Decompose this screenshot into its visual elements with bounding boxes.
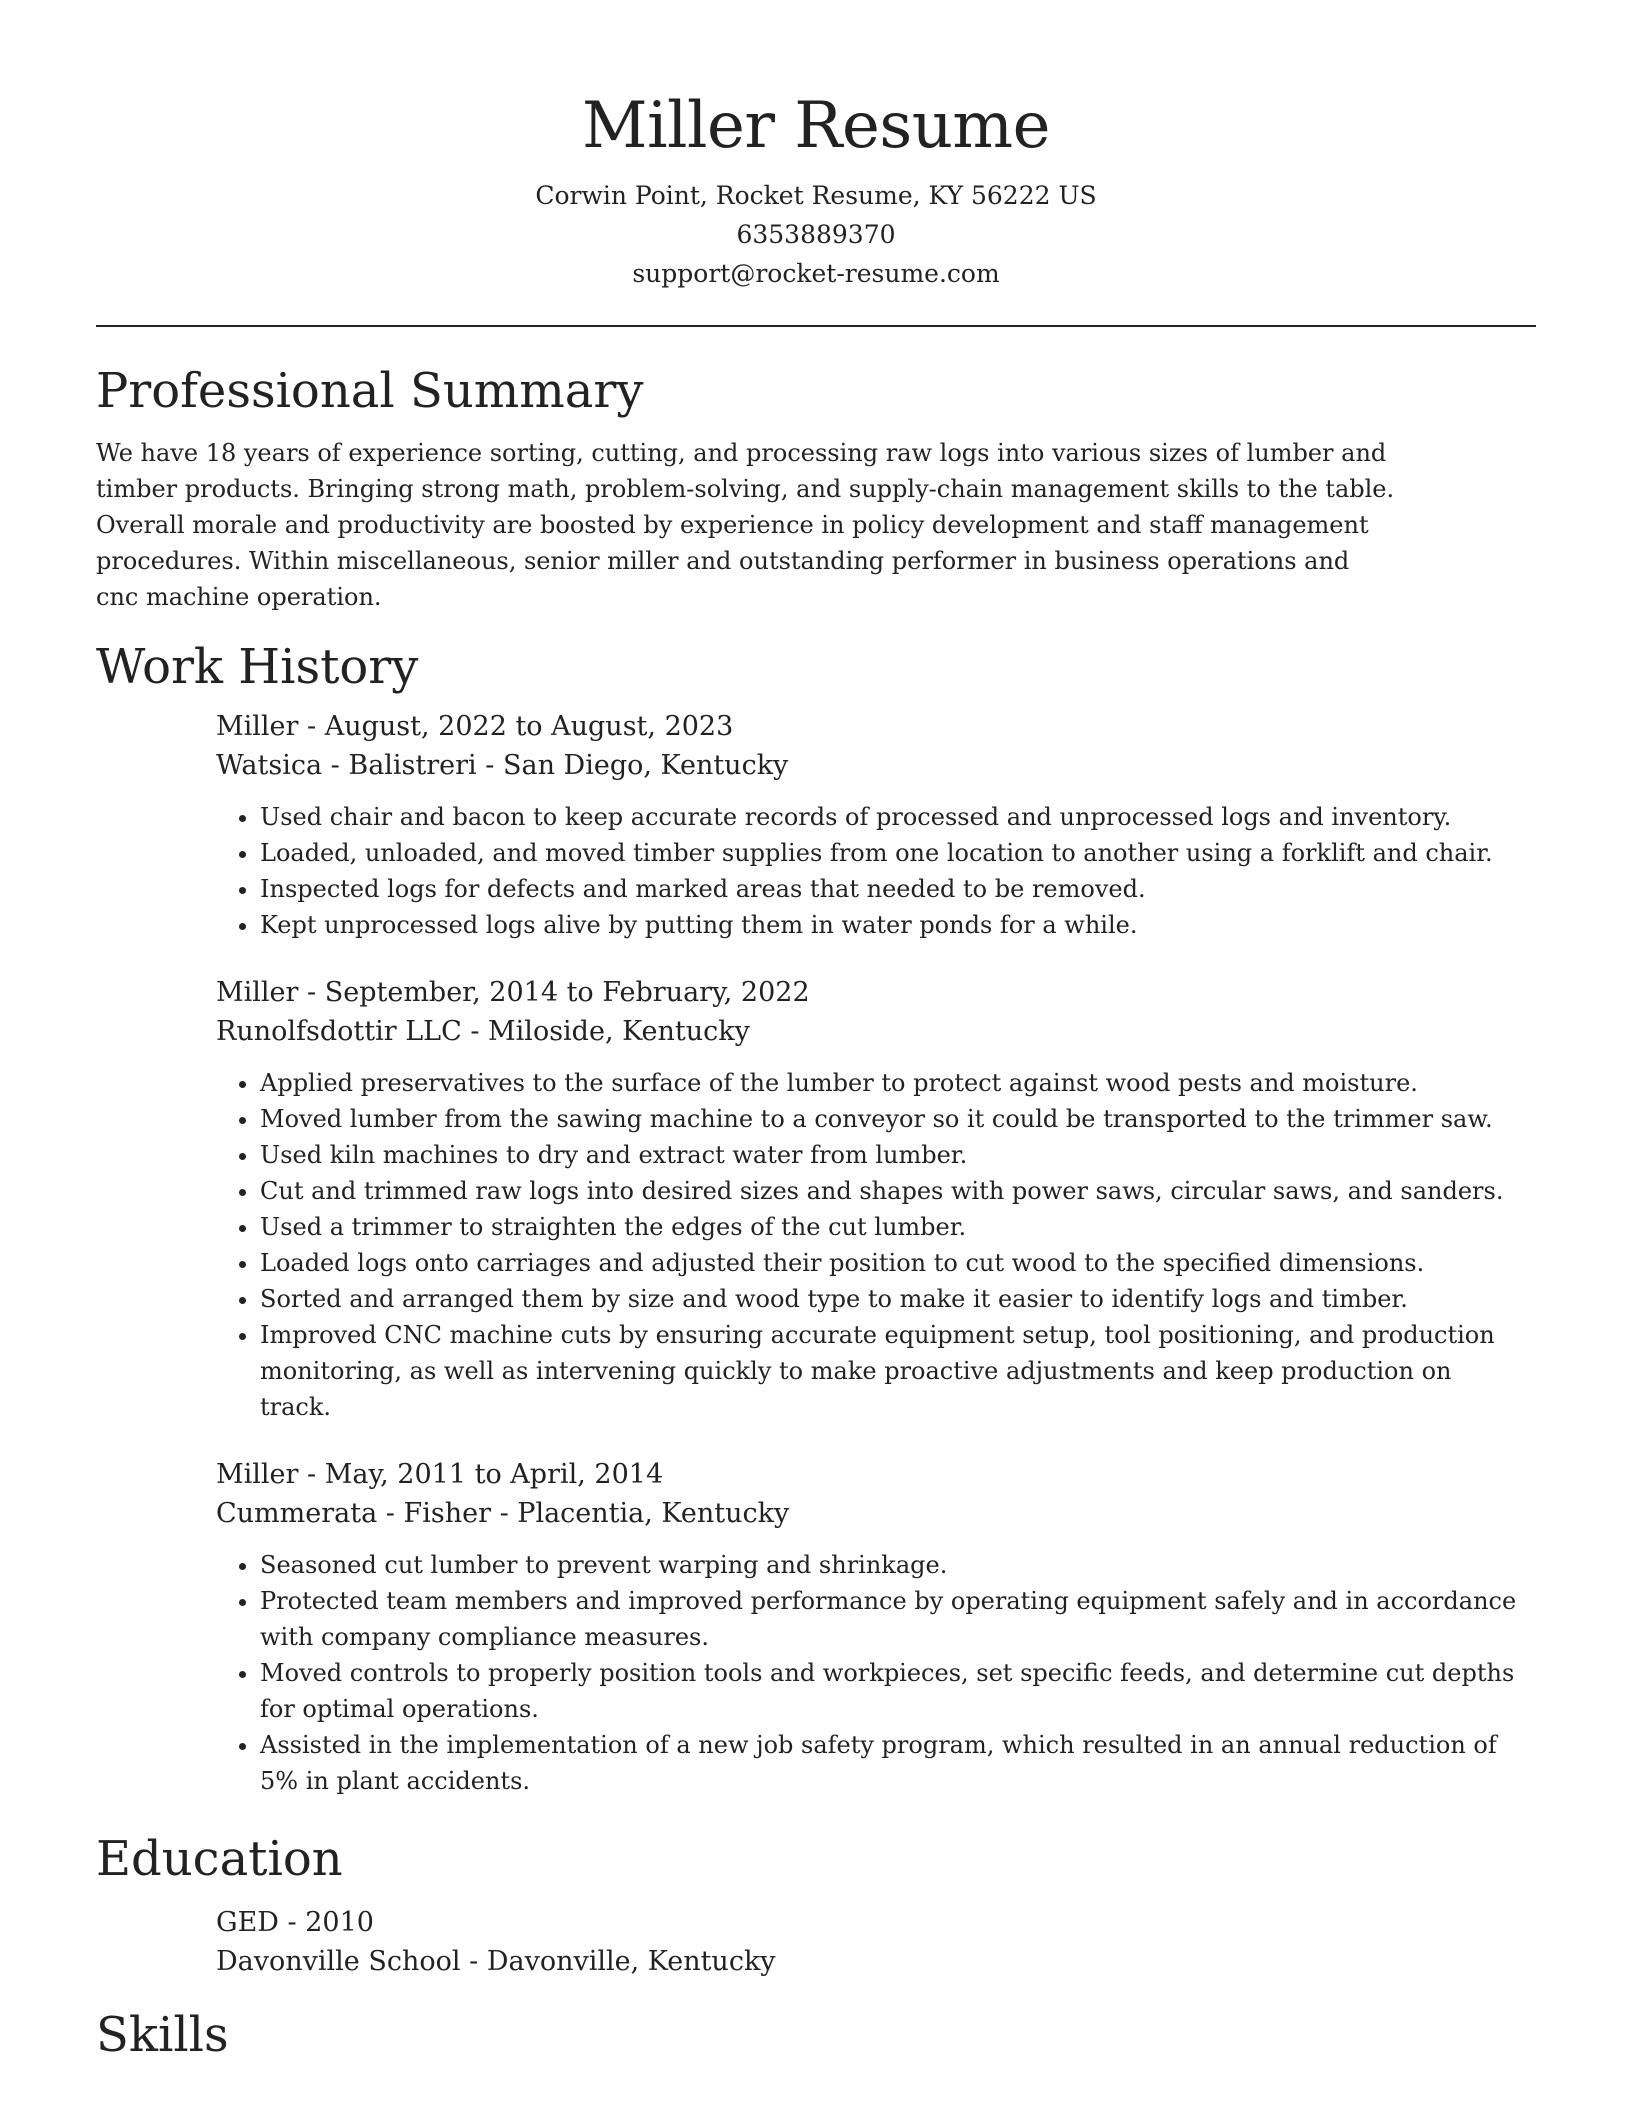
resume-header xyxy=(96,0,1536,293)
job-bullet: • Used a trimmer to straighten the edges of the cut lumber. xyxy=(260,1209,1530,1245)
job-entry xyxy=(216,707,1536,943)
job-bullet: • Loaded, unloaded, and moved timber supplies from one location to another using a forklift and chair. xyxy=(260,835,1530,871)
education-location: - Davonville, Kentucky xyxy=(460,1946,776,1977)
resume-page xyxy=(96,0,1536,2112)
job-company-line xyxy=(216,746,1536,785)
job-bullet: • Protected team members and improved performance by operating equipment safely and in accordance with company compliance measures. xyxy=(260,1583,1530,1655)
job-bullet: • Cut and trimmed raw logs into desired sizes and shapes with power saws, circular saws, and sanders. xyxy=(260,1173,1530,1209)
job-role-dates: Miller - May, 2011 to April, 2014 xyxy=(216,1459,664,1490)
job-bullet: • Used kiln machines to dry and extract water from lumber. xyxy=(260,1137,1530,1173)
phone: 6353889370 xyxy=(736,220,896,249)
resume-name: Miller Resume xyxy=(582,89,1050,163)
job-company: Runolfsdottir LLC xyxy=(216,1016,462,1047)
education-heading: Education xyxy=(96,1831,343,1887)
education-school: Davonville School xyxy=(216,1946,461,1977)
header-divider xyxy=(96,325,1536,327)
education-entry xyxy=(216,1903,1536,1981)
job-bullet: • Sorted and arranged them by size and wood type to make it easier to identify logs and timber. xyxy=(260,1281,1530,1317)
job-entry xyxy=(216,1455,1536,1799)
job-company-line xyxy=(216,1494,1536,1533)
job-bullets xyxy=(216,1065,1530,1425)
summary-text: We have 18 years of experience sorting, cutting, and processing raw logs into various sizes of lumber and timber products. Bringing strong math, problem-solving, and supply-chain management skills to the table. Overall morale and productivity are boosted by experience in policy development and staff management procedures. Within miscellaneous, senior miller and outstanding performer in business operations and cnc machine operation. xyxy=(96,439,1395,611)
job-bullets xyxy=(216,1547,1530,1799)
job-location: - Miloside, Kentucky xyxy=(461,1016,750,1047)
education-degree-year: GED - 2010 xyxy=(216,1907,374,1938)
job-company: Cummerata - Fisher xyxy=(216,1498,491,1529)
job-company-line xyxy=(216,1012,1536,1051)
work-history-heading: Work History xyxy=(96,639,419,695)
job-bullet: • Loaded logs onto carriages and adjusted their position to cut wood to the specified dimensions. xyxy=(260,1245,1530,1281)
job-bullet: • Kept unprocessed logs alive by putting them in water ponds for a while. xyxy=(260,907,1530,943)
job-bullet: • Seasoned cut lumber to prevent warping and shrinkage. xyxy=(260,1547,1530,1583)
job-bullet: • Improved CNC machine cuts by ensuring accurate equipment setup, tool positioning, and production monitoring, as well as intervening quickly to make proactive adjustments and keep production on track. xyxy=(260,1317,1530,1425)
job-bullet: • Inspected logs for defects and marked areas that needed to be removed. xyxy=(260,871,1530,907)
job-bullet: • Moved controls to properly position tools and workpieces, set specific feeds, and determine cut depths for optimal operations. xyxy=(260,1655,1530,1727)
job-bullet: • Applied preservatives to the surface of the lumber to protect against wood pests and moisture. xyxy=(260,1065,1530,1101)
job-role-dates: Miller - September, 2014 to February, 2022 xyxy=(216,977,810,1008)
skills-heading: Skills xyxy=(96,2007,229,2063)
summary-heading: Professional Summary xyxy=(96,363,644,419)
job-location: - Placentia, Kentucky xyxy=(490,1498,790,1529)
job-bullet: • Moved lumber from the sawing machine to a conveyor so it could be transported to the trimmer saw. xyxy=(260,1101,1530,1137)
job-company: Watsica - Balistreri xyxy=(216,750,477,781)
address: Corwin Point, Rocket Resume, KY 56222 US xyxy=(535,181,1097,210)
job-bullet: • Assisted in the implementation of a new job safety program, which resulted in an annual reduction of 5% in plant accidents. xyxy=(260,1727,1530,1799)
contact-info xyxy=(96,176,1536,293)
job-role-dates: Miller - August, 2022 to August, 2023 xyxy=(216,711,734,742)
job-entry xyxy=(216,973,1536,1425)
education-school-line xyxy=(216,1942,1536,1981)
email: support@rocket-resume.com xyxy=(632,259,1000,288)
job-location: - San Diego, Kentucky xyxy=(476,750,789,781)
job-bullet: • Used chair and bacon to keep accurate records of processed and unprocessed logs and inventory. xyxy=(260,799,1530,835)
job-bullets xyxy=(216,799,1530,943)
